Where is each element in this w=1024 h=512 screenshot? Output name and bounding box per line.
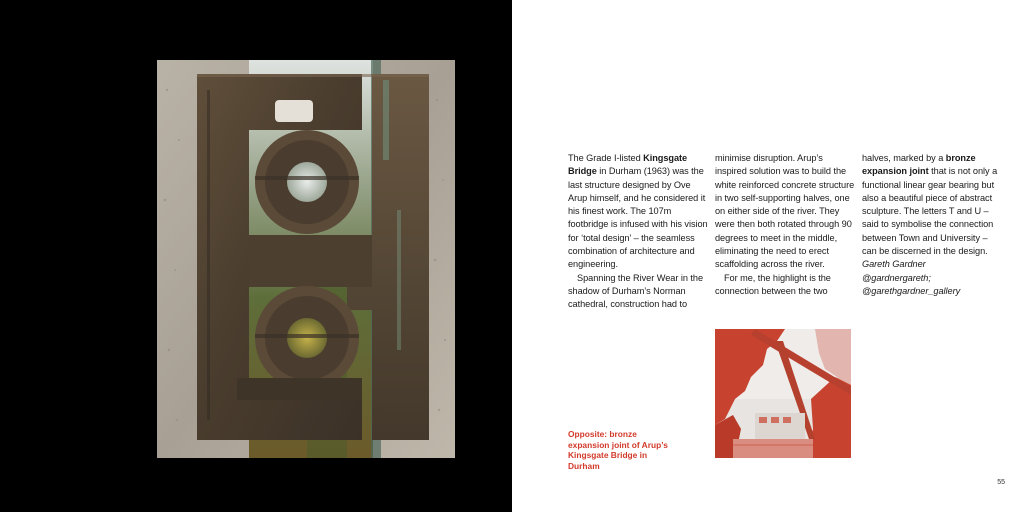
article-column-2	[715, 152, 857, 298]
bronze-expansion-joint-photo	[157, 60, 455, 458]
bold-term: Kingsgate Bridge	[568, 153, 688, 177]
paragraph: halves, marked by a bronze expansion joint that is not only a functional linear gear bearing but also a beautiful piece of abstract sculpture. The letters T and U – said to symbolise the connection between Town and University – can be discerned in the design.	[862, 153, 998, 257]
photo-caption: Opposite: bronze expansion joint of Arup’s Kingsgate Bridge in Durham	[568, 429, 668, 471]
bridge-thumbnail-photo	[715, 329, 851, 458]
author-name: Gareth Gardner	[862, 259, 926, 270]
author-handle: @gardnergareth; @garethgardner_gallery	[862, 272, 961, 296]
article-column-1	[568, 152, 710, 312]
paragraph: Spanning the River Wear in the shadow of Durham’s Norman cathedral, construction had to	[568, 272, 704, 310]
paragraph: For me, the highlight is the connection between the two	[715, 272, 831, 296]
paragraph: The Grade I-listed Kingsgate Bridge in Durham (1963) was the last structure designed by Ove Arup himself, and he considered it his finest work. The 107m footbridge is infused with his vision for ‘total design’ – the seamless combination of architecture and engineering.	[568, 153, 708, 270]
article-column-3	[862, 152, 1004, 298]
paragraph: minimise disruption. Arup’s inspired solution was to build the white reinforced concrete structure in two self-supporting halves, one on either side of the river. They were then both rotated through 90 degrees to meet in the middle, eliminating the need to erect scaffolding across the river.	[715, 153, 855, 270]
bold-term: bronze expansion joint	[862, 153, 976, 177]
page-number: 55	[997, 479, 1005, 486]
